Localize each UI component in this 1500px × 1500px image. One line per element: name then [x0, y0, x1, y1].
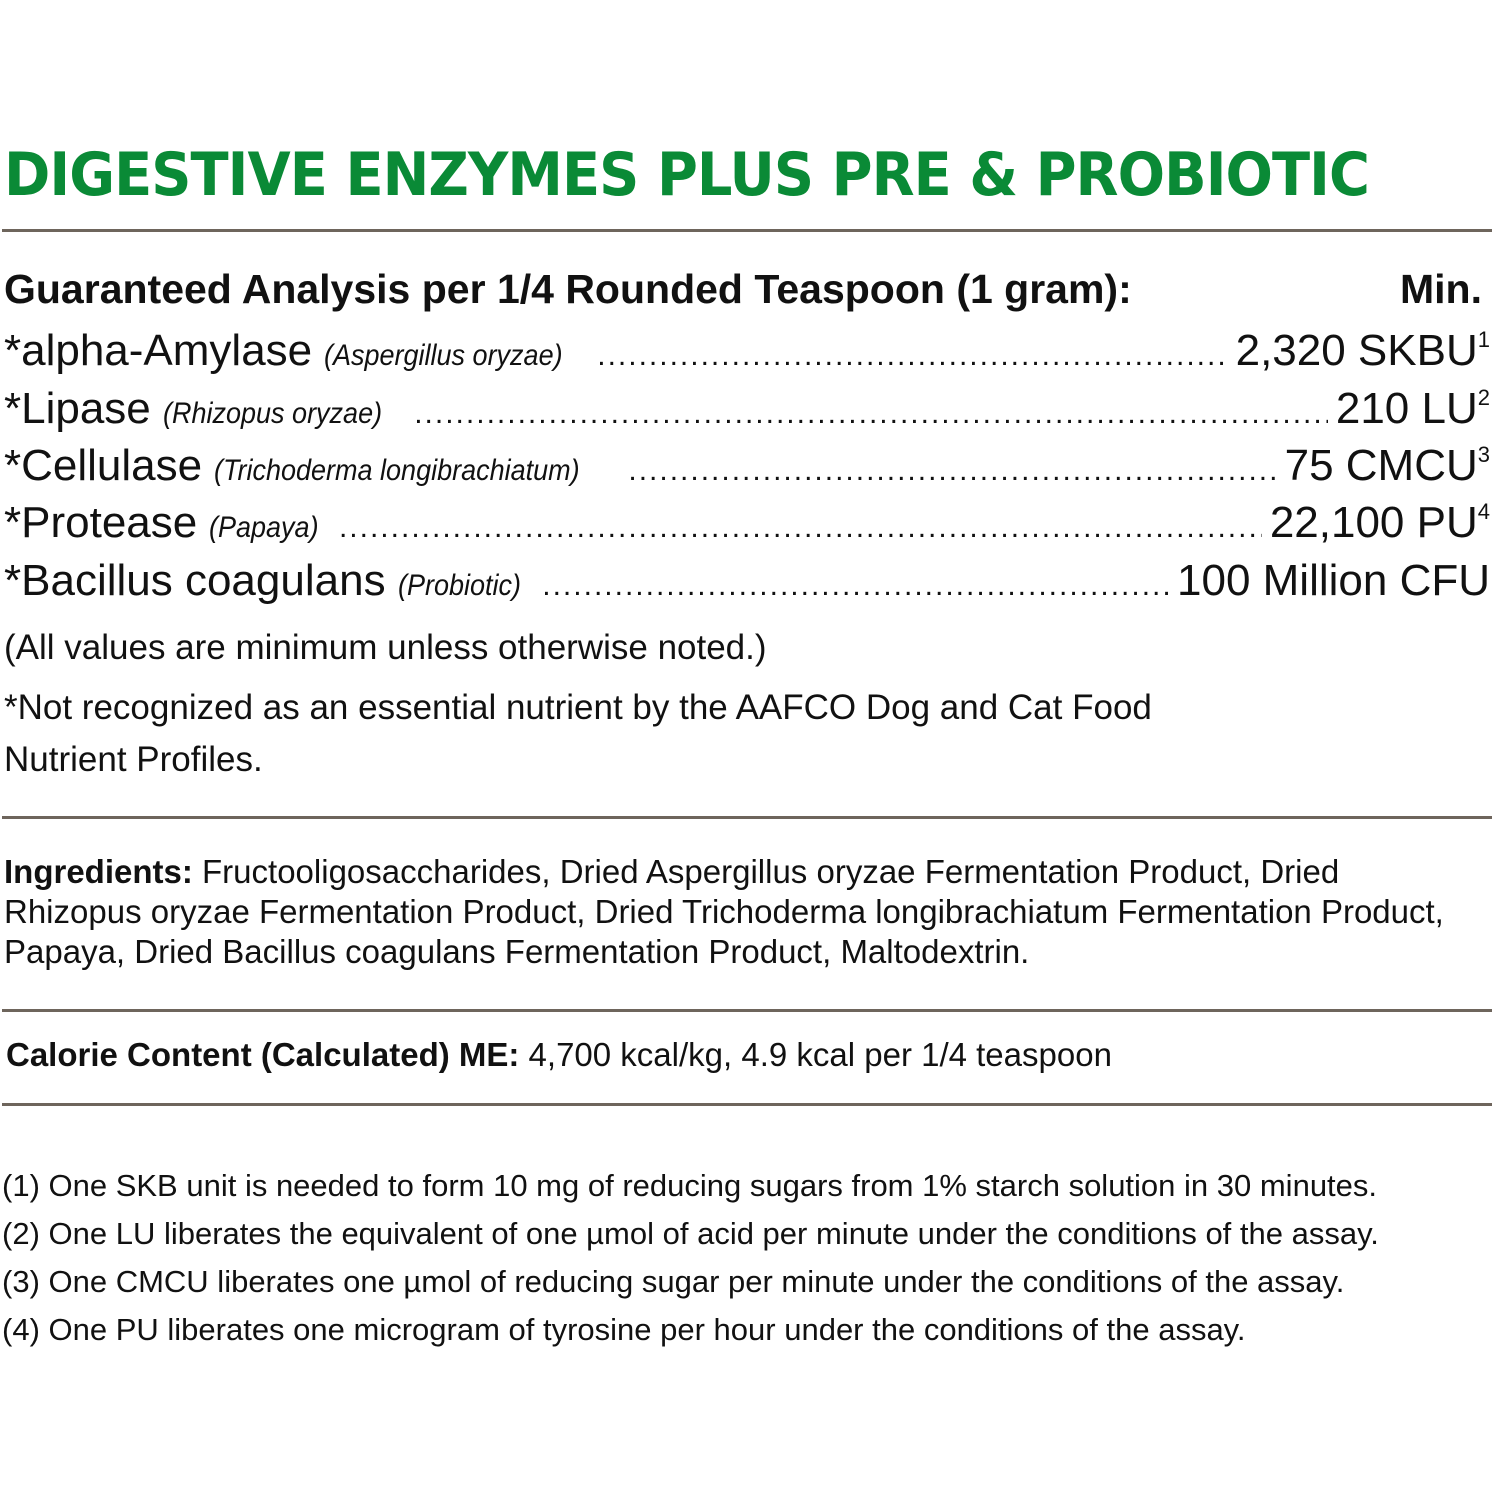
calorie-content — [6, 1036, 1112, 1074]
nutrient-name: *alpha-Amylase — [4, 326, 313, 375]
nutrient-value: 75 CMCU$^3$ — [1284, 441, 1490, 490]
footnote-4: (4) One PU liberates one microgram of tyrosine per hour under the conditions of the assay. — [2, 1312, 1246, 1347]
ga-heading-text: Guaranteed Analysis per 1/4 Rounded Teaspoon (1 gram): — [4, 266, 1132, 312]
nutrient-source: (Probiotic) — [397, 569, 521, 602]
leader-dots — [339, 511, 1262, 545]
nutrient-name: *Protease — [4, 498, 198, 547]
divider — [2, 229, 1492, 232]
product-title: DIGESTIVE ENZYMES PLUS PRE & PROBIOTIC — [4, 140, 1370, 210]
nutrient-source: (Papaya) — [209, 511, 319, 544]
ingredients-block — [4, 852, 1444, 972]
nutrient-source: (Aspergillus oryzae) — [324, 339, 563, 372]
footnote-2: (2) One LU liberates the equivalent of one µmol of acid per minute under the conditions of the assay. — [2, 1216, 1379, 1251]
nutrient-value: 210 $LU^2$ — [1335, 384, 1490, 433]
divider — [2, 816, 1492, 819]
calorie-label: Calorie Content (Calculated) ME: — [6, 1036, 520, 1073]
divider — [2, 1009, 1492, 1012]
footnote-3: (3) One CMCU liberates one µmol of reducing sugar per minute under the conditions of the assay. — [2, 1264, 1345, 1299]
analysis-row — [4, 498, 1490, 548]
leader-dots — [597, 339, 1227, 373]
nutrient-value: 2,320 SKBU$^1$ — [1235, 326, 1490, 375]
aafco-note-line1: *Not recognized as an essential nutrient by the AAFCO Dog and Cat Food — [4, 688, 1152, 727]
nutrient-value: 22,100 $PU^4$ — [1269, 498, 1490, 547]
ingredients-text: Fructooligosaccharides, Dried Aspergillus oryzae Fermentation Product, Dried Rhizopus oryzae Fermentation Product, Dried Trichoderma longibrachiatum Fermentation Product, Papaya, Dried Bacillus coagulans Fermentation Product, Maltodextrin. — [4, 853, 1444, 970]
ga-min-label: Min. — [1400, 266, 1482, 312]
ingredients-label: Ingredients: — [4, 853, 193, 890]
calorie-text: 4,700 kcal/kg, 4.9 kcal per 1/4 teaspoon — [519, 1036, 1112, 1073]
nutrient-name: *Bacillus coagulans — [4, 556, 386, 605]
aafco-note-line2: Nutrient Profiles. — [4, 740, 263, 779]
analysis-row — [4, 556, 1490, 606]
divider — [2, 1103, 1492, 1106]
nutrient-name: *Cellulase — [4, 441, 203, 490]
leader-dots — [628, 454, 1276, 488]
analysis-row — [4, 441, 1490, 491]
minimum-note: (All values are minimum unless otherwise noted.) — [4, 628, 767, 667]
guaranteed-analysis-heading — [4, 266, 1482, 313]
leader-dots — [414, 397, 1328, 431]
nutrient-source: (Rhizopus oryzae) — [162, 397, 382, 430]
nutrient-value: 100 Million CFU — [1177, 556, 1490, 605]
nutrient-source: (Trichoderma longibrachiatum) — [214, 454, 580, 487]
analysis-row — [4, 326, 1490, 376]
leader-dots — [542, 569, 1173, 603]
analysis-row — [4, 384, 1490, 434]
footnote-1: (1) One SKB unit is needed to form 10 mg of reducing sugars from 1% starch solution in 30 minutes. — [2, 1168, 1378, 1203]
nutrient-name: *Lipase — [4, 384, 151, 433]
